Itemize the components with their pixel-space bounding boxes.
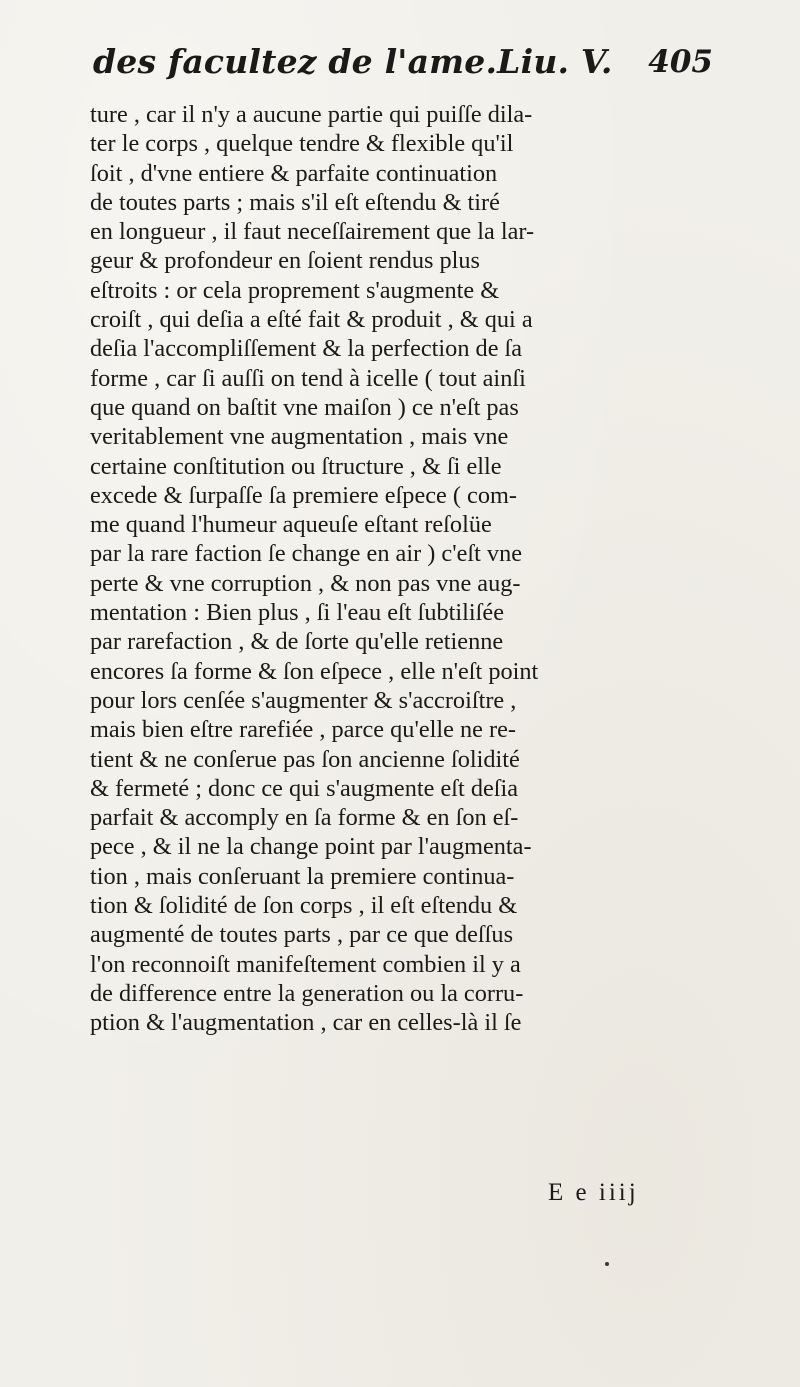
text-line: veritablement vne augmentation , mais vne (90, 423, 509, 451)
text-line: parfait & accomply en ſa forme & en ſon eſ- (90, 804, 519, 832)
page-number: 405 (648, 44, 713, 80)
text-line: augmenté de toutes parts , par ce que deſſus (90, 921, 514, 949)
text-line: tion , mais conſeruant la premiere continua- (90, 862, 515, 890)
text-line: geur & profondeur en ſoient rendus plus (90, 247, 481, 275)
signature-mark: E e iiij (548, 1179, 639, 1206)
text-line: deſia l'accompliſſement & la perfection de ſa (90, 335, 523, 363)
running-title: des facultez de l'ame.Liu. V. (93, 42, 613, 81)
text-line: pour lors cenſée s'augmenter & s'accroiſtre , (90, 686, 517, 714)
text-line: mentation : Bien plus , ſi l'eau eſt ſubtiliſée (90, 599, 504, 627)
page-header (93, 42, 713, 96)
text-line: mais bien eſtre rarefiée , parce qu'elle ne re- (90, 716, 516, 744)
text-line: pece , & il ne la change point par l'augmenta- (90, 833, 532, 861)
text-line: excede & ſurpaſſe ſa premiere eſpece ( com- (90, 481, 517, 509)
text-line: tion & ſolidité de ſon corps , il eſt eſtendu & (90, 892, 518, 920)
text-line: par rarefaction , & de ſorte qu'elle retienne (90, 628, 504, 656)
text-line: encores ſa forme & ſon eſpece , elle n'eſt point (90, 657, 539, 685)
text-line: l'on reconnoiſt manifeſtement combien il y a (90, 950, 521, 978)
body-text (90, 100, 740, 1038)
text-line: croiſt , qui deſia a eſté fait & produit , & qui a (90, 306, 533, 334)
text-line: tient & ne conſerue pas ſon ancienne ſolidité (90, 745, 520, 773)
text-line: ter le corps , quelque tendre & flexible qu'il (90, 130, 514, 158)
text-line: me quand l'humeur aqueuſe eſtant reſolüe (90, 511, 492, 539)
text-line: perte & vne corruption , & non pas vne aug- (90, 569, 521, 597)
text-line: de toutes parts ; mais s'il eſt eſtendu & tiré (90, 188, 500, 216)
text-line: en longueur , il faut neceſſairement que la lar- (90, 218, 535, 246)
text-line: eſtroits : or cela proprement s'augmente & (90, 276, 500, 304)
text-line: forme , car ſi auſſi on tend à icelle ( tout ainſi (90, 364, 526, 392)
text-line: par la rare faction ſe change en air ) c'eſt vne (90, 540, 523, 568)
text-line: de difference entre la generation ou la corru- (90, 979, 524, 1007)
text-line: ture , car il n'y a aucune partie qui puiſſe dila- (90, 101, 533, 128)
text-line: ption & l'augmentation , car en celles-là il ſe (90, 1009, 522, 1037)
text-line: que quand on baſtit vne maiſon ) ce n'eſt pas (90, 393, 519, 421)
text-line: ſoit , d'vne entiere & parfaite continuation (90, 159, 498, 187)
ink-speck (605, 1262, 609, 1266)
text-line: & fermeté ; donc ce qui s'augmente eſt deſia (90, 774, 519, 802)
text-line: certaine conſtitution ou ſtructure , & ſi elle (90, 452, 502, 480)
